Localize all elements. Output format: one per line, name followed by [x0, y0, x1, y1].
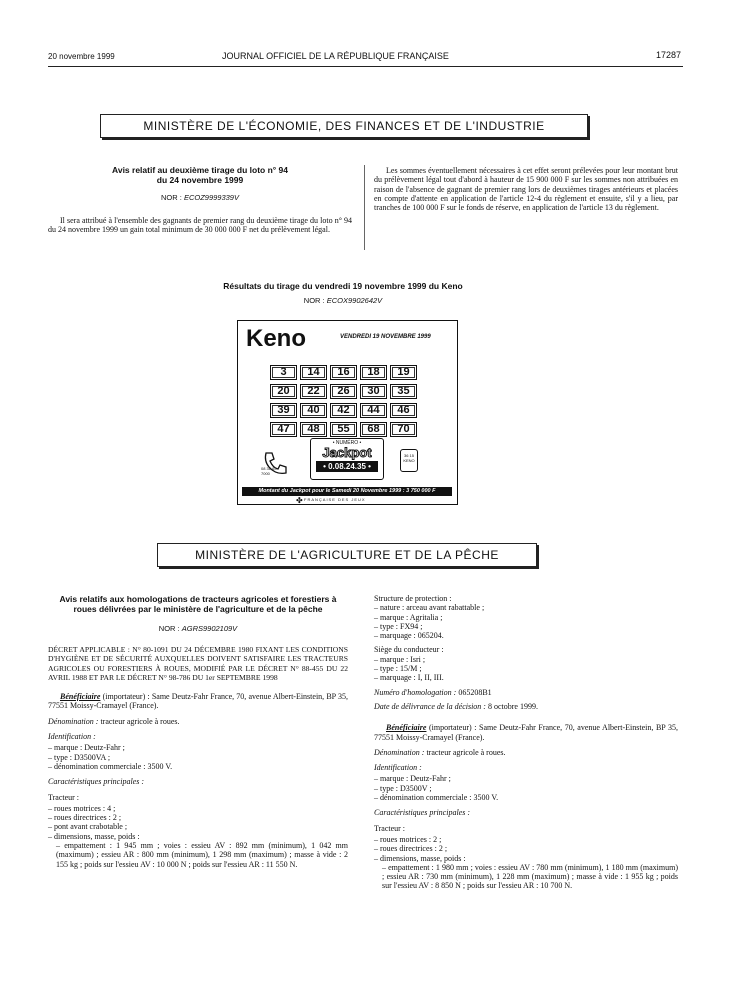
keno-number-cell: 46 [390, 403, 417, 418]
loto-title-1: Avis relatif au deuxième tirage du loto n° 94 [112, 165, 288, 175]
keno-number-cell: 40 [300, 403, 327, 418]
caracteristiques-label: Caractéristiques principales : [48, 777, 144, 787]
id-type: – type : D3500VA ; [48, 752, 111, 762]
keno-number-cell: 47 [270, 422, 297, 437]
keno-number-cell: 26 [330, 384, 357, 399]
phone-number: 08 36 65 7000 [261, 466, 277, 476]
journal-title: JOURNAL OFFICIEL DE LA RÉPUBLIQUE FRANÇAISE [222, 51, 449, 61]
beneficiaire-label-2: Bénéficiaire [386, 723, 427, 733]
tracteur-label: Tracteur : [48, 792, 80, 802]
keno-nor [100, 296, 586, 305]
structure-label: Structure de protection : [374, 594, 452, 603]
id-type-2: – type : D3500V ; [374, 783, 432, 793]
loto-nor-prefix: NOR : [161, 193, 182, 202]
keno-number-cell: 14 [300, 365, 327, 380]
keno-number-cell: 39 [270, 403, 297, 418]
agri-column-left [48, 594, 348, 869]
structure-marque: – marque : Agritalia ; [374, 612, 443, 622]
id-denomination-2: – dénomination commerciale : 3500 V. [374, 793, 499, 803]
beneficiaire-label: Bénéficiaire [60, 692, 101, 702]
agri-right-beneficiaire [374, 723, 678, 742]
id-marque: – marque : Deutz-Fahr ; [48, 743, 125, 753]
id-denomination: – dénomination commerciale : 3500 V. [48, 761, 173, 771]
header-rule [48, 66, 683, 67]
siege-label: Siège du conducteur : [374, 645, 444, 655]
homologation-label: Numéro d'homologation : [374, 687, 457, 697]
siege-type: – type : 15/M ; [374, 664, 422, 674]
keno-number-cell: 30 [360, 384, 387, 399]
clover-icon: ✤ [296, 496, 303, 505]
loto-nor-code: ECOZ9999339V [183, 193, 239, 202]
date-delivrance-line [374, 702, 678, 711]
agri-left-denomination [48, 717, 348, 726]
roues-motrices: – roues motrices : 4 ; [48, 803, 116, 813]
tracteur-label-2: Tracteur : [374, 823, 406, 833]
keno-number-cell: 48 [300, 422, 327, 437]
dimensions-label: – dimensions, masse, poids : [48, 831, 140, 841]
agri-title: Avis relatifs aux homologations de tracteurs agricoles et forestiers à roues délivrées par le ministère de l'agriculture et de la pêche [59, 594, 337, 614]
agri-left-details [48, 692, 348, 869]
identification-label-2: Identification : [374, 763, 422, 773]
agri-nor [48, 624, 348, 633]
column-separator [364, 165, 365, 250]
denomination-text: tracteur agricole à roues. [98, 716, 180, 726]
denomination-text-2: tracteur agricole à roues. [424, 747, 506, 757]
roues-directrices: – roues directrices : 2 ; [48, 813, 122, 823]
loto-left-paragraph: Il sera attribué à l'ensemble des gagnants de premier rang du deuxième tirage du loto n° 94 du 24 novembre 1999 un gain total minimum de 30 000 000 F net du prélèvement légal. [48, 216, 352, 235]
keno-number-cell: 42 [330, 403, 357, 418]
siege-marquage: – marquage : I, II, III. [374, 673, 444, 683]
siege-marque: – marque : Isri ; [374, 654, 426, 664]
loto-article-right [374, 166, 678, 212]
date-delivrance-label: Date de délivrance de la décision : [374, 701, 486, 711]
jackpot-number: • 0.08.24.35 • [316, 461, 378, 472]
keno-logo: Keno [246, 325, 306, 352]
identification-label: Identification : [48, 732, 96, 742]
keno-nor-prefix: NOR : [303, 296, 325, 305]
jackpot-word: Jackpot [322, 445, 372, 460]
keno-number-cell: 44 [360, 403, 387, 418]
keno-number-cell: 22 [300, 384, 327, 399]
keno-number-cell: 16 [330, 365, 357, 380]
structure-nature: – nature : arceau avant rabattable ; [374, 603, 485, 613]
roues-directrices-2: – roues directrices : 2 ; [374, 844, 448, 854]
keno-number-grid [270, 365, 422, 437]
homologation-line [374, 688, 678, 697]
loto-nor [48, 193, 352, 202]
fdj-footer: FRANÇAISE DES JEUX [304, 497, 366, 502]
agri-nor-code: AGRS9902109V [181, 624, 238, 633]
ministry-agriculture-box: MINISTÈRE DE L'AGRICULTURE ET DE LA PÊCHE [157, 543, 537, 567]
page-number: 17287 [655, 50, 681, 60]
loto-right-paragraph: Les sommes éventuellement nécessaires à cet effet seront prélevées pour leur montant brut du prélèvement légal tout d'abord à hauteur de 15 900 000 F sur les sommes non attribuées en raison de l'absence de gagnant de premier rang lors de deuxièmes tirages antérieurs et placées en compte d'attente en application de l'article 12-4 du règlement et ensuite, s'il y a lieu, par tranches de 100 000 F sur le fonds de réserve, en application de l'article 13 du règlement. [374, 166, 678, 213]
agri-decree: DÉCRET APPLICABLE : N° 80-1091 DU 24 DÉCEMBRE 1980 FIXANT LES CONDITIONS D'HYGIÈNE ET DE SÉCURITÉ AUXQUELLES DOIVENT SATISFAIRE LES TRACTEURS AGRICOLES OU FORESTIERS À ROUES, MODIFIÉ PAR LE DÉCRET N° 88-455 DU 22 AVRIL 1988 ET PAR LE DÉCRET N° 98-786 DU 1er SEPTEMBRE 1998 [48, 645, 348, 682]
keno-number-cell: 70 [390, 422, 417, 437]
caracteristiques-label-2: Caractéristiques principales : [374, 808, 470, 818]
agri-column-right [374, 594, 678, 891]
date-delivrance-value: 8 octobre 1999. [485, 701, 538, 711]
keno-number-cell: 68 [360, 422, 387, 437]
loto-left-text [48, 216, 352, 235]
structure-marquage: – marquage : 065204. [374, 631, 444, 641]
homologation-value: 065208B1 [456, 687, 492, 697]
structure-type: – type : FX94 ; [374, 621, 423, 631]
agri-right-denomination [374, 748, 678, 757]
loto-article-left [48, 165, 352, 235]
roues-motrices-2: – roues motrices : 2 ; [374, 834, 442, 844]
keno-results-card [237, 320, 458, 505]
jackpot-box [310, 438, 384, 480]
denomination-label-2: Dénomination : [374, 747, 425, 757]
keno-date: VENDREDI 19 NOVEMBRE 1999 [340, 334, 431, 340]
ministry-economie-box: MINISTÈRE DE L'ÉCONOMIE, DES FINANCES ET DE L'INDUSTRIE [100, 114, 588, 138]
keno-nor-code: ECOX9902642V [326, 296, 383, 305]
id-marque-2: – marque : Deutz-Fahr ; [374, 774, 451, 784]
empattement-text-2: – empattement : 1 980 mm ; voies : essieu AV : 780 mm (minimum), 1 180 mm (maximum) ; essieu AR : 730 mm (minimum), 1 228 mm (maximum) ; masse à vide : 1 955 kg ; poids sur l'essieu AV : 8 850 N ; poids sur l'essieu AR : 10 700 N. [382, 862, 678, 891]
keno-number-cell: 18 [360, 365, 387, 380]
keno-number-cell: 55 [330, 422, 357, 437]
agri-left-beneficiaire [48, 692, 348, 711]
jackpot-label: • NUMÉRO • [332, 440, 362, 446]
dimensions-label-2: – dimensions, masse, poids : [374, 853, 466, 863]
keno-number-cell: 20 [270, 384, 297, 399]
beneficiaire-text-2: (importateur) : Same Deutz-Fahr France, 70, avenue Albert-Einstein, BP 35, 77551 Moissy-Cramayel (France). [374, 723, 678, 742]
jackpot-amount-band: Montant du Jackpot pour le Samedi 20 Novembre 1999 : 3 750 000 F [242, 487, 452, 496]
empattement-text: – empattement : 1 945 mm ; voies : essieu AV : 892 mm (minimum), 1 042 mm (maximum) ; essieu AR : 800 mm (minimum), 1 298 mm (maximum) ; masse à vide : 2 155 kg ; poids sur l'essieu AV : 10 000 N ; poids sur l'essieu AR : 11 550 N. [56, 841, 348, 869]
beneficiaire-text: (importateur) : Same Deutz-Fahr France, 70, avenue Albert-Einstein, BP 35, 77551 Moissy-Cramayel (France). [48, 692, 348, 711]
pont-avant: – pont avant crabotable ; [48, 822, 128, 832]
header-date: 20 novembre 1999 [48, 52, 115, 61]
keno-number-cell: 3 [270, 365, 297, 380]
keno-number-cell: 35 [390, 384, 417, 399]
loto-title-2: du 24 novembre 1999 [156, 175, 244, 185]
denomination-label: Dénomination : [48, 716, 99, 726]
keno-title: Résultats du tirage du vendredi 19 novembre 1999 du Keno [223, 281, 463, 291]
minitel-badge: 36 15 KENO [400, 449, 418, 472]
keno-number-cell: 19 [390, 365, 417, 380]
agri-nor-prefix: NOR : [158, 624, 180, 633]
